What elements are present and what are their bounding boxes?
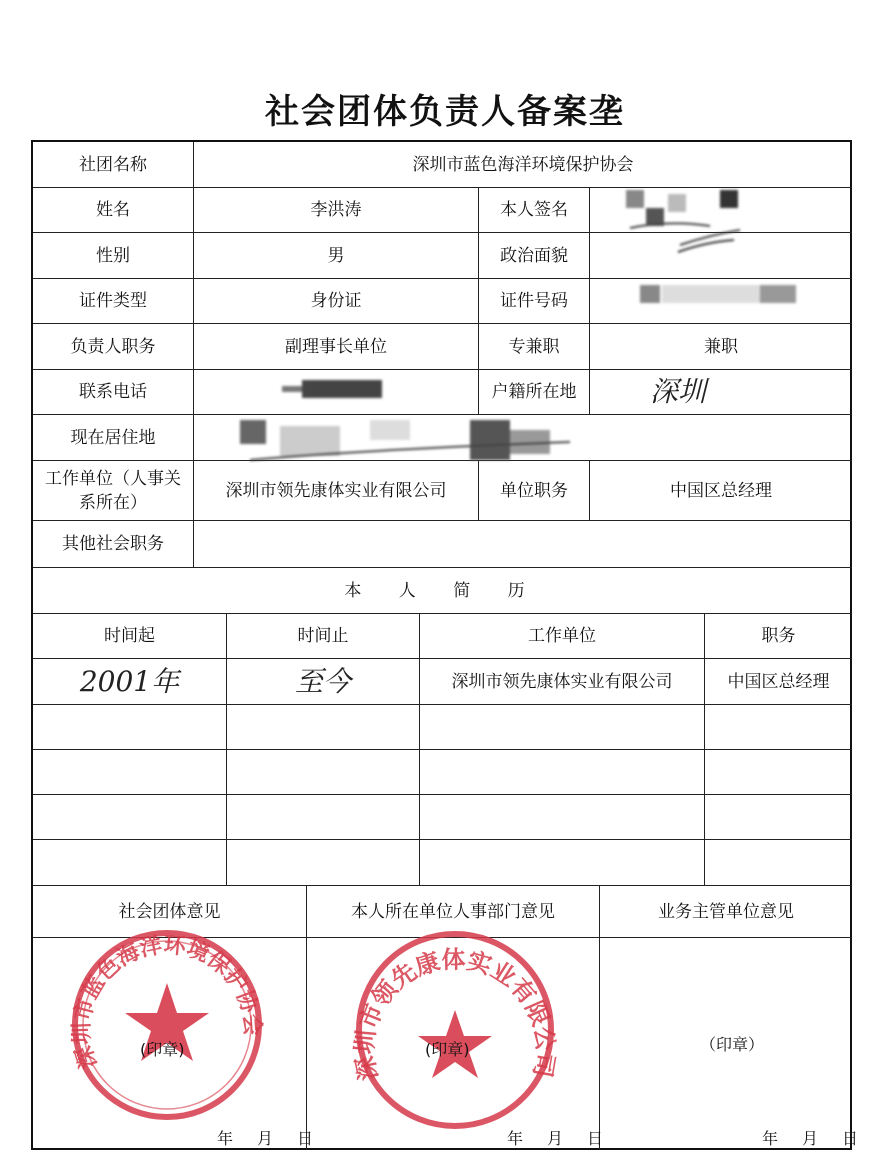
resume-col-from: 时间起	[33, 613, 226, 658]
opinion-hr-heading: 本人所在单位人事部门意见	[306, 885, 599, 937]
phone-redacted	[282, 380, 392, 400]
resume-empty-cell	[226, 794, 419, 839]
other-label: 其他社会职务	[33, 520, 193, 567]
resume-empty-cell	[704, 794, 852, 839]
id-type-label: 证件类型	[33, 278, 193, 323]
resume-row-company: 深圳市领先康体实业有限公司	[419, 658, 704, 704]
resume-col-to: 时间止	[226, 613, 419, 658]
date-day: 日	[842, 1129, 859, 1148]
resume-empty-cell	[226, 704, 419, 749]
name-value: 李洪涛	[193, 187, 478, 232]
society-stamp-text: 深圳市蓝色海洋环境保护协会	[68, 931, 266, 1072]
opinion-society-heading: 社会团体意见	[33, 885, 306, 937]
date-day: 日	[587, 1129, 604, 1148]
resume-col-company: 工作单位	[419, 613, 704, 658]
hukou-label: 户籍所在地	[478, 369, 589, 414]
fulltime-value: 兼职	[589, 323, 852, 369]
fulltime-label: 专兼职	[478, 323, 589, 369]
name-label: 姓名	[33, 187, 193, 232]
resume-row-role: 中国区总经理	[704, 658, 852, 704]
page-title: 社会团体负责人备案垄	[265, 92, 625, 132]
id-type-value: 身份证	[193, 278, 478, 323]
phone-label: 联系电话	[33, 369, 193, 414]
date-authority	[750, 1126, 870, 1149]
society-stamp	[62, 925, 272, 1125]
resume-empty-cell	[33, 704, 226, 749]
resume-empty-cell	[704, 704, 852, 749]
hukou-value: 深圳	[589, 369, 852, 414]
date-hr	[495, 1126, 615, 1149]
position-value: 副理事长单位	[193, 323, 478, 369]
resume-empty-cell	[704, 839, 852, 885]
date-year: 年	[762, 1129, 779, 1148]
address-redacted	[240, 420, 600, 470]
id-no-label: 证件号码	[478, 278, 589, 323]
job-value: 中国区总经理	[589, 460, 852, 520]
address-label: 现在居住地	[33, 414, 193, 460]
date-day: 日	[297, 1129, 314, 1148]
job-label: 单位职务	[478, 460, 589, 520]
resume-empty-cell	[226, 839, 419, 885]
seal-label-authority: （印章）	[700, 1035, 765, 1054]
resume-empty-cell	[33, 749, 226, 794]
resume-empty-cell	[419, 794, 704, 839]
opinion-authority-heading: 业务主管单位意见	[599, 885, 852, 937]
date-month: 月	[547, 1129, 564, 1148]
political-scribble	[676, 238, 736, 256]
gender-label: 性别	[33, 232, 193, 278]
resume-empty-cell	[419, 749, 704, 794]
employer-value: 深圳市领先康体实业有限公司	[193, 460, 478, 520]
seal-label-society: (印章)	[140, 1040, 185, 1059]
id-number-redacted	[640, 285, 800, 307]
political-label: 政治面貌	[478, 232, 589, 278]
resume-empty-cell	[419, 839, 704, 885]
resume-empty-cell	[33, 794, 226, 839]
org-name-value: 深圳市蓝色海洋环境保护协会	[193, 142, 852, 187]
resume-empty-cell	[33, 839, 226, 885]
signature-label: 本人签名	[478, 187, 589, 232]
org-name-label: 社团名称	[79, 154, 147, 175]
employer-label: 工作单位（人事关系所在）	[33, 460, 193, 520]
resume-heading: 本 人 简 历	[33, 567, 852, 613]
company-stamp	[340, 928, 570, 1133]
seal-label-hr: (印章)	[425, 1040, 470, 1059]
position-label: 负责人职务	[33, 323, 193, 369]
date-year: 年	[507, 1129, 524, 1148]
date-year: 年	[217, 1129, 234, 1148]
resume-row-from: 2001年	[33, 658, 226, 704]
resume-empty-cell	[226, 749, 419, 794]
resume-empty-cell	[419, 704, 704, 749]
resume-col-role: 职务	[704, 613, 852, 658]
date-society	[205, 1126, 325, 1149]
company-stamp-text: 深圳市领先康体实业有限公司	[349, 944, 561, 1084]
other-value	[193, 520, 852, 567]
resume-empty-cell	[704, 749, 852, 794]
gender-value: 男	[193, 232, 478, 278]
date-month: 月	[257, 1129, 274, 1148]
resume-row-to: 至今	[226, 658, 419, 704]
date-month: 月	[802, 1129, 819, 1148]
